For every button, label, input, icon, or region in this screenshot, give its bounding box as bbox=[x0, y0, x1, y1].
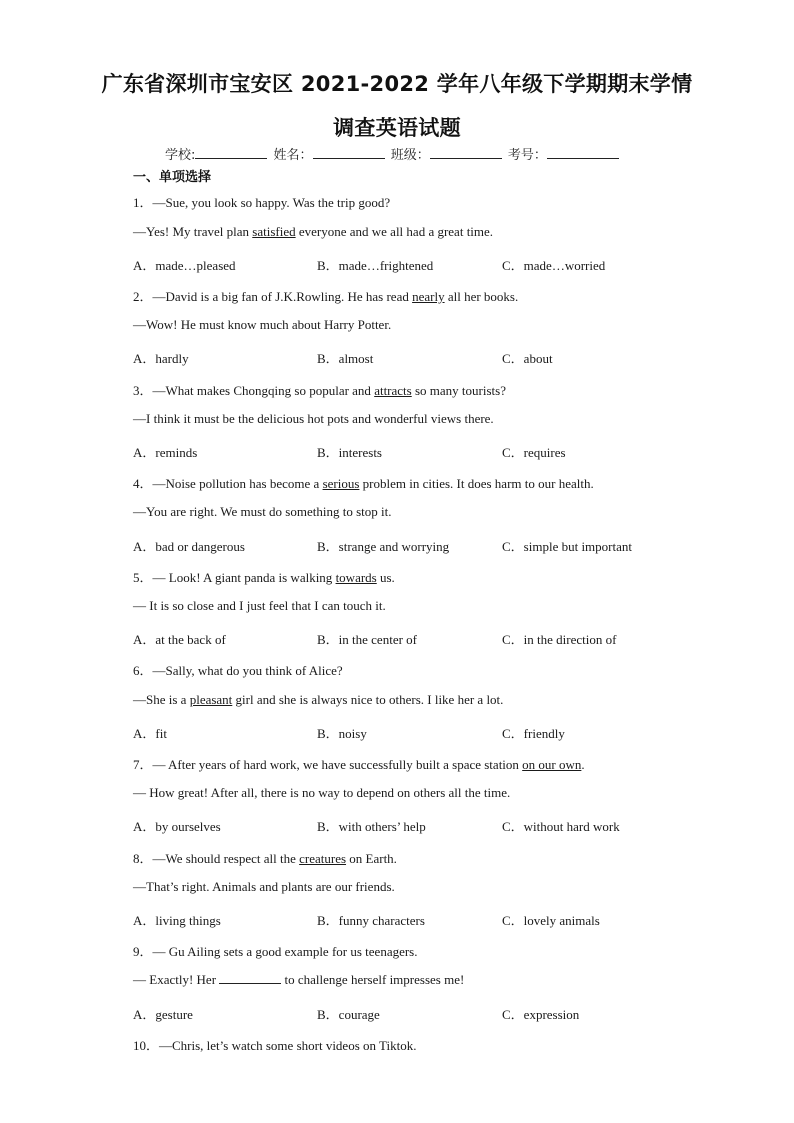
name-field[interactable] bbox=[313, 146, 385, 159]
question-3-option-b[interactable]: B．interests bbox=[317, 445, 382, 460]
question-8-prompt: 8．—We should respect all the creatures on Earth. bbox=[133, 851, 397, 866]
name-label: 姓名： bbox=[273, 148, 313, 163]
underlined-word: satisfied bbox=[252, 224, 296, 239]
school-field[interactable] bbox=[195, 146, 267, 159]
question-2-option-b[interactable]: B．almost bbox=[317, 351, 374, 366]
question-2-prompt: 2．—David is a big fan of J.K.Rowling. He has read nearly all her books. bbox=[133, 289, 519, 304]
question-7-option-b[interactable]: B．with others’ help bbox=[317, 819, 426, 834]
exam-number-label: 考号： bbox=[507, 148, 547, 163]
question-3-response: —I think it must be the delicious hot pots and wonderful views there. bbox=[133, 411, 494, 426]
question-9-prompt: 9．— Gu Ailing sets a good example for us teenagers. bbox=[133, 944, 418, 959]
question-4-option-b[interactable]: B．strange and worrying bbox=[317, 539, 450, 554]
question-1-option-c[interactable]: C．made…worried bbox=[502, 258, 606, 273]
answer-blank[interactable] bbox=[219, 972, 281, 984]
question-1-response: —Yes! My travel plan satisfied everyone and we all had a great time. bbox=[133, 224, 494, 239]
question-4-option-c[interactable]: C．simple but important bbox=[502, 539, 632, 554]
question-8-option-c[interactable]: C．lovely animals bbox=[502, 913, 600, 928]
school-label: 学校: bbox=[165, 148, 196, 163]
question-1-prompt: 1．—Sue, you look so happy. Was the trip good? bbox=[133, 195, 391, 210]
question-1-option-b[interactable]: B．made…frightened bbox=[317, 258, 434, 273]
question-10-prompt: 10．—Chris, let’s watch some short videos on Tiktok. bbox=[133, 1038, 417, 1053]
question-2-response: —Wow! He must know much about Harry Potter. bbox=[133, 317, 392, 332]
question-8-option-a[interactable]: A．living things bbox=[133, 913, 221, 928]
question-9-option-a[interactable]: A．gesture bbox=[133, 1007, 193, 1022]
question-7-option-a[interactable]: A．by ourselves bbox=[133, 819, 221, 834]
class-label: 班级： bbox=[390, 148, 430, 163]
question-3-prompt: 3．—What makes Chongqing so popular and attracts so many tourists? bbox=[133, 383, 506, 398]
question-2-option-a[interactable]: A．hardly bbox=[133, 351, 189, 366]
page-title-line2: 调查英语试题 bbox=[333, 116, 461, 140]
question-9-response: — Exactly! Her to challenge herself impresses me! bbox=[133, 972, 465, 987]
question-1-option-a[interactable]: A．made…pleased bbox=[133, 258, 236, 273]
question-3-option-a[interactable]: A．reminds bbox=[133, 445, 198, 460]
section-title: 一、单项选择 bbox=[133, 170, 212, 185]
underlined-word: nearly bbox=[412, 289, 445, 304]
question-7-prompt: 7．— After years of hard work, we have successfully built a space station on our own. bbox=[133, 757, 585, 772]
question-6-response: —She is a pleasant girl and she is always nice to others. I like her a lot. bbox=[133, 692, 504, 707]
underlined-word: creatures bbox=[299, 851, 347, 866]
question-4-option-a[interactable]: A．bad or dangerous bbox=[133, 539, 245, 554]
page-title-line1: 广东省深圳市宝安区 2021-2022 学年八年级下学期期末学情 bbox=[101, 72, 693, 96]
question-9-option-c[interactable]: C．expression bbox=[502, 1007, 580, 1022]
underlined-word: on our own bbox=[522, 757, 582, 772]
underlined-word: attracts bbox=[374, 383, 412, 398]
question-5-option-a[interactable]: A．at the back of bbox=[133, 632, 226, 647]
question-5-option-c[interactable]: C．in the direction of bbox=[502, 632, 617, 647]
question-8-option-b[interactable]: B．funny characters bbox=[317, 913, 425, 928]
student-info-line bbox=[165, 144, 621, 163]
question-8-response: —That’s right. Animals and plants are our friends. bbox=[133, 879, 395, 894]
question-6-option-c[interactable]: C．friendly bbox=[502, 726, 565, 741]
question-6-option-b[interactable]: B．noisy bbox=[317, 726, 367, 741]
question-9-option-b[interactable]: B．courage bbox=[317, 1007, 380, 1022]
exam-number-field[interactable] bbox=[547, 146, 619, 159]
question-5-option-b[interactable]: B．in the center of bbox=[317, 632, 417, 647]
question-6-prompt: 6．—Sally, what do you think of Alice? bbox=[133, 663, 343, 678]
question-6-option-a[interactable]: A．fit bbox=[133, 726, 167, 741]
underlined-word: towards bbox=[335, 570, 377, 585]
question-5-response: — It is so close and I just feel that I can touch it. bbox=[133, 598, 386, 613]
question-3-option-c[interactable]: C．requires bbox=[502, 445, 566, 460]
question-4-prompt: 4．—Noise pollution has become a serious problem in cities. It does harm to our health. bbox=[133, 476, 594, 491]
question-7-response: — How great! After all, there is no way to depend on others all the time. bbox=[133, 785, 511, 800]
question-2-option-c[interactable]: C．about bbox=[502, 351, 553, 366]
question-5-prompt: 5．— Look! A giant panda is walking towards us. bbox=[133, 570, 395, 585]
underlined-word: pleasant bbox=[189, 692, 233, 707]
underlined-word: serious bbox=[322, 476, 360, 491]
class-field[interactable] bbox=[430, 146, 502, 159]
question-7-option-c[interactable]: C．without hard work bbox=[502, 819, 620, 834]
question-4-response: —You are right. We must do something to stop it. bbox=[133, 504, 392, 519]
